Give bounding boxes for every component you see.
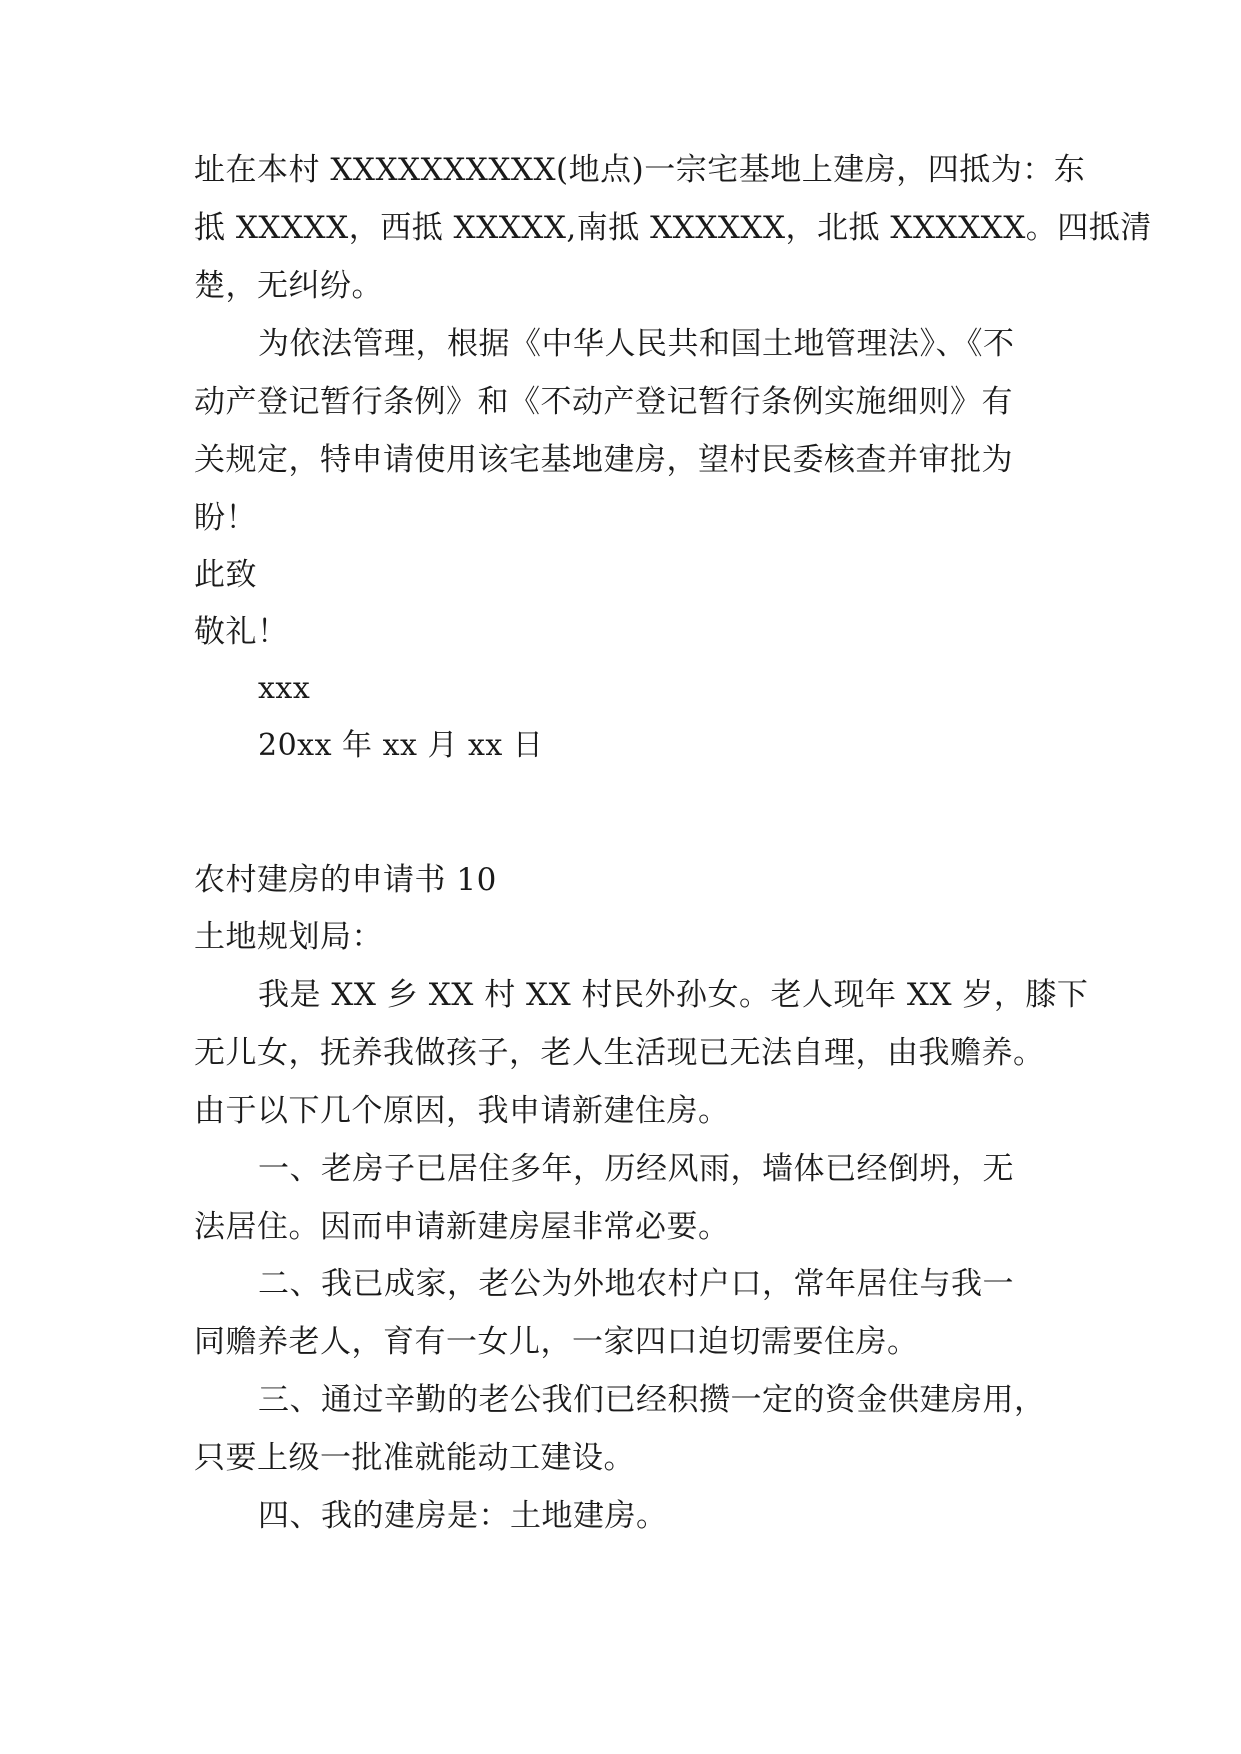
section2-line-10: 四、我的建房是：土地建房。 — [258, 1498, 668, 1534]
section2-line-5: 法居住。因而申请新建房屋非常必要。 — [194, 1209, 730, 1245]
body-line-7: 盼！ — [194, 500, 257, 536]
body-line-4: 为依法管理，根据《中华人民共和国土地管理法》、《不 — [258, 326, 1015, 362]
body-line-1: 址在本村 XXXXXXXXXX(地点)一宗宅基地上建房，四抵为：东 — [194, 152, 1086, 188]
body-line-2: 抵 XXXXX，西抵 XXXXX,南抵 XXXXXX，北抵 XXXXXX。四抵清 — [194, 210, 1152, 246]
closing-text: 此致 — [194, 557, 257, 593]
signature-date: 20xx 年 xx 月 xx 日 — [258, 728, 544, 763]
recipient-line: 土地规划局： — [194, 919, 383, 955]
section2-line-2: 无儿女，抚养我做孩子，老人生活现已无法自理，由我赡养。 — [194, 1035, 1045, 1071]
section2-line-3: 由于以下几个原因，我申请新建住房。 — [194, 1093, 730, 1129]
section2-line-6: 二、我已成家，老公为外地农村户口，常年居住与我一 — [258, 1266, 1014, 1302]
body-line-5: 动产登记暂行条例》和《不动产登记暂行条例实施细则》有 — [194, 384, 1013, 420]
signature-name: xxx — [258, 671, 311, 706]
section2-line-8: 三、通过辛勤的老公我们已经积攒一定的资金供建房用， — [258, 1382, 1046, 1418]
section2-line-1: 我是 XX 乡 XX 村 XX 村民外孙女。老人现年 XX 岁，膝下 — [258, 977, 1089, 1013]
body-line-6: 关规定，特申请使用该宅基地建房，望村民委核查并审批为 — [194, 442, 1013, 478]
section-title: 农村建房的申请书 10 — [194, 862, 497, 898]
salute-text: 敬礼！ — [194, 614, 289, 650]
body-line-3: 楚，无纠纷。 — [194, 268, 383, 304]
section2-line-4: 一、老房子已居住多年，历经风雨，墙体已经倒坍，无 — [258, 1151, 1014, 1187]
section2-line-7: 同赡养老人，育有一女儿，一家四口迫切需要住房。 — [194, 1324, 919, 1360]
section2-line-9: 只要上级一批准就能动工建设。 — [194, 1440, 635, 1476]
